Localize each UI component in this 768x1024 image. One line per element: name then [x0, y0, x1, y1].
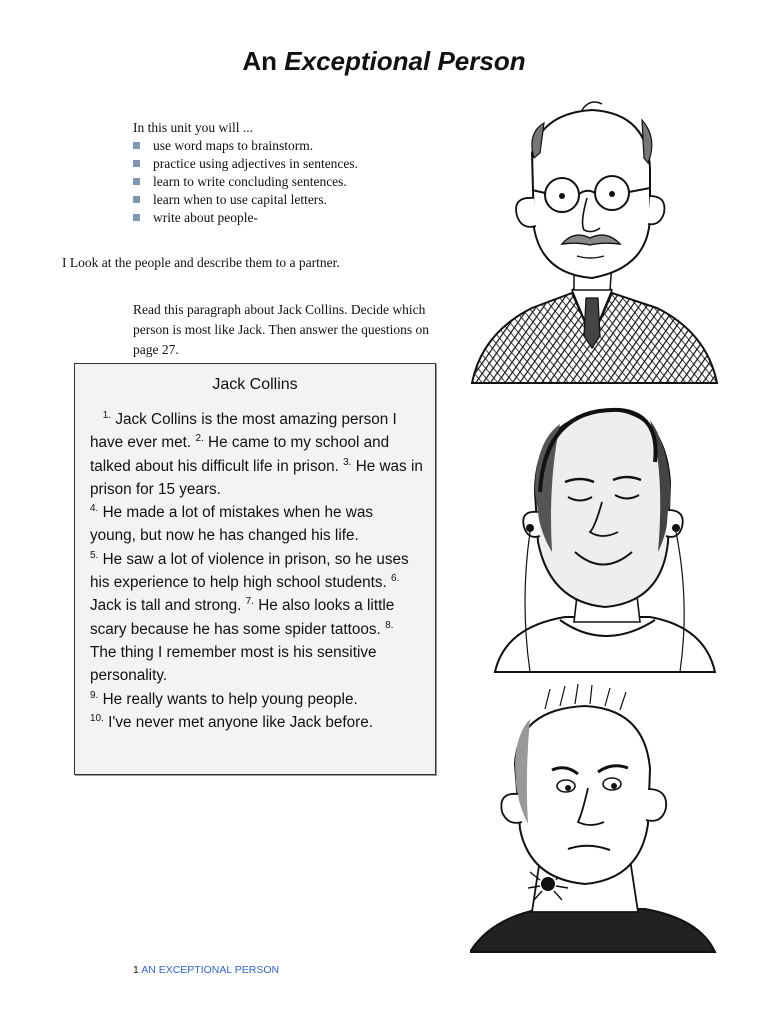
sentence-number: 2.	[195, 433, 204, 445]
objective-item: learn when to use capital letters.	[133, 191, 358, 209]
objective-item: write about people-	[133, 209, 358, 227]
objective-item: learn to write concluding sentences.	[133, 173, 358, 191]
sentence: He made a lot of mistakes when he was young, but now he has changed his life.	[90, 504, 373, 545]
passage-text	[90, 408, 423, 734]
sentence: Jack Collins is the most amazing person I have ever met.	[90, 411, 397, 452]
square-bullet-icon	[133, 160, 140, 167]
sentence-number: 7.	[245, 596, 254, 608]
sentence-number: 5.	[90, 549, 99, 561]
sentence: Jack is tall and strong.	[90, 597, 242, 615]
sentence: He was in prison for 15 years.	[90, 457, 423, 498]
page-number: 1	[133, 964, 139, 976]
unit-objectives	[133, 119, 358, 227]
page-footer	[133, 964, 279, 976]
sentence-number: 6.	[391, 573, 400, 585]
square-bullet-icon	[133, 178, 140, 185]
reading-task: Read this paragraph about Jack Collins. Decide which person is most like Jack. Then answer the questions on page 27.	[133, 302, 429, 357]
page-title	[0, 46, 768, 77]
old-man-portrait	[462, 98, 724, 386]
title-italic: Exceptional Person	[284, 46, 526, 76]
sentence: He also looks a little scary because he has some spider tattoos.	[90, 597, 395, 638]
reading-passage-box	[74, 363, 436, 775]
square-bullet-icon	[133, 142, 140, 149]
sentence-number: 9.	[90, 689, 99, 701]
square-bullet-icon	[133, 214, 140, 221]
passage-title: Jack Collins	[212, 376, 298, 393]
sentence: He really wants to help young people.	[102, 690, 358, 708]
sentence: I've never met anyone like Jack before.	[108, 713, 373, 731]
sentence-number: 4.	[90, 503, 99, 515]
sentence-number: 10.	[90, 712, 104, 724]
title-plain: An	[242, 46, 278, 76]
sentence: The thing I remember most is his sensitive personality.	[90, 643, 377, 685]
objective-item: use word maps to brainstorm.	[133, 137, 358, 155]
sentence: He came to my school and talked about his difficult life in prison.	[90, 434, 390, 475]
objectives-list	[133, 137, 358, 227]
sentence-number: 1.	[102, 410, 112, 421]
section-link[interactable]: AN EXCEPTIONAL PERSON	[141, 964, 280, 976]
speaking-instruction: I Look at the people and describe them to a partner.	[62, 255, 340, 270]
young-man-headphones-portrait	[490, 402, 720, 680]
objectives-lead: In this unit you will ...	[133, 120, 254, 135]
sentence-number: 3.	[343, 456, 352, 468]
objective-item: practice using adjectives in sentences.	[133, 155, 358, 173]
sentence-number: 8.	[385, 619, 394, 631]
bald-man-tattoo-portrait	[470, 684, 720, 956]
square-bullet-icon	[133, 196, 140, 203]
sentence: He saw a lot of violence in prison, so he uses his experience to help high school students.	[90, 550, 409, 592]
